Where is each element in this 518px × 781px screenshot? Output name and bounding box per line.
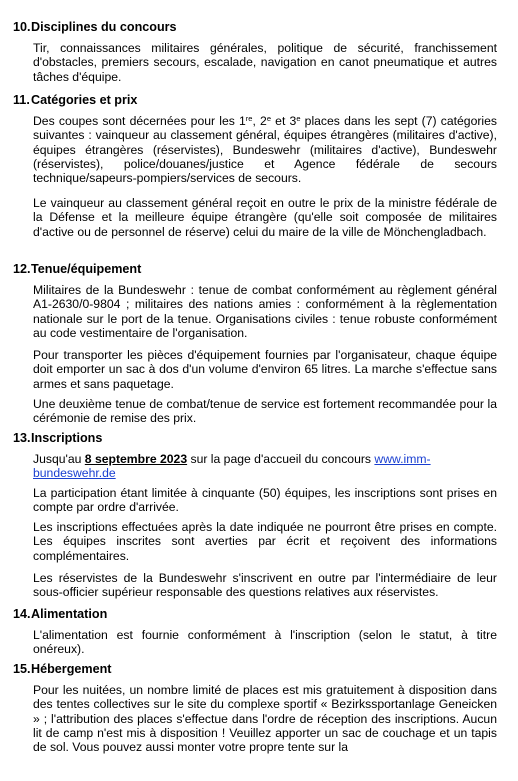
paragraph: Une deuxième tenue de combat/tenue de service est fortement recommandée pour la cérémonie de remise des prix. (33, 397, 497, 426)
superscript: e (266, 114, 271, 123)
superscript: e (296, 114, 301, 123)
text-run: et 3 (271, 114, 297, 128)
section-heading (13, 662, 111, 676)
superscript: re (245, 114, 253, 123)
section-number: 15. (13, 662, 31, 676)
section-title: Alimentation (31, 607, 108, 621)
deadline-date: 8 septembre 2023 (84, 452, 188, 466)
section-title: Inscriptions (31, 431, 103, 445)
section-heading (13, 262, 141, 276)
paragraph (33, 114, 497, 185)
section-number: 12. (13, 262, 31, 276)
section-number: 11. (13, 93, 30, 107)
website-link[interactable]: bundeswehr.de (33, 466, 116, 481)
section-heading (13, 93, 137, 107)
text-run: Jusqu'au (33, 452, 85, 466)
section-heading (13, 20, 177, 34)
paragraph (33, 452, 497, 481)
section-number: 14. (13, 607, 31, 621)
section-heading (13, 431, 102, 445)
paragraph: Les inscriptions effectuées après la date indiquée ne pourront être prises en compte. Les équipes inscrites sont averties par écrit et reçoivent des informations complémentaires. (33, 520, 497, 563)
section-title: Disciplines du concours (31, 20, 177, 34)
paragraph: Pour transporter les pièces d'équipement fournies par l'organisateur, chaque équipe doit emporter un sac à dos d'un volume d'environ 65 litres. La marche s'effectue sans armes et sans paquetage. (33, 348, 497, 391)
section-heading (13, 607, 107, 621)
paragraph: L'alimentation est fournie conformément à l'inscription (selon le statut, à titre onéreux). (33, 628, 497, 657)
section-title: Tenue/équipement (31, 262, 142, 276)
website-link[interactable]: www.imm- (374, 452, 431, 466)
text-run: , 2 (252, 114, 267, 128)
section-title: Hébergement (31, 662, 112, 676)
paragraph: Militaires de la Bundeswehr : tenue de combat conformément au règlement général A1-2630/0-9804 ; militaires des nations amies : conformément à la règlementation nationale sur le port de la tenue. Organisations civiles : tenue robuste conformément au code vestimentaire de l'organisation. (33, 283, 497, 340)
paragraph: Tir, connaissances militaires générales, politique de sécurité, franchissement d'obstacles, premiers secours, escalade, navigation en canot pneumatique et autres tâches d'équipe. (33, 41, 497, 84)
text-run: sur la page d'accueil du concours (187, 452, 375, 466)
text-run: Des coupes sont décernées pour les 1 (33, 114, 246, 128)
section-number: 10. (13, 20, 31, 34)
section-number: 13. (13, 431, 31, 445)
paragraph: Les réservistes de la Bundeswehr s'inscrivent en outre par l'intermédiaire de leur sous-officier supérieur responsable des questions relatives aux réservistes. (33, 571, 497, 600)
paragraph: Pour les nuitées, un nombre limité de places est mis gratuitement à disposition dans des tentes collectives sur le site du complexe sportif « Bezirkssportanlage Geneicken » ; l'attribution des places s'effectue dans l'ordre de réception des inscriptions. Aucun lit de camp n'est mis à disposition ! Veuillez apporter un sac de couchage et un tapis de sol. Vous pouvez aussi monter votre propre tente sur la (33, 683, 497, 755)
paragraph: La participation étant limitée à cinquante (50) équipes, les inscriptions sont prises en compte par ordre d'arrivée. (33, 486, 497, 515)
section-title: Catégories et prix (31, 93, 138, 107)
text-run: places dans les sept (7) catégories suivantes : vainqueur au classement général, équipes étrangères (militaires d'active), équipes étrangères (réservistes), Bundeswehr (militaires d'active), Bundeswehr (réservistes), police/douanes/justice et Agence fédérale de secours technique/sapeurs-pompiers/services de secours. (33, 114, 497, 186)
paragraph: Le vainqueur au classement général reçoit en outre le prix de la ministre fédérale de la Défense et la meilleure équipe étrangère (qu'elle soit composée de militaires d'active ou de personnel de réserve) celui du maire de la ville de Mönchengladbach. (33, 196, 497, 239)
